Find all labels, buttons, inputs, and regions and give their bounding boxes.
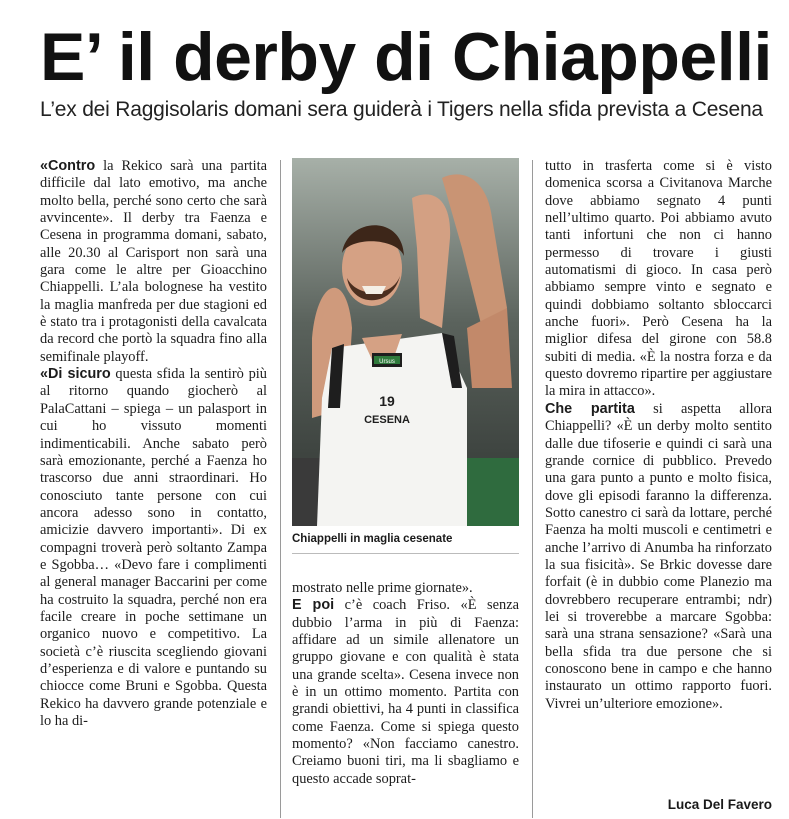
column-rule: [532, 160, 533, 818]
paragraph-text: questa sfida la sentirò più al ritorno quando giocherò al PalaCattani – spiega – un palasport in cui ho vissuto momenti indimenticabili. Anche sabato però sarà emozionante, perché a Faenza ho trascorso due anni straordinari. Ho conosciuto tante persone con cui ancora adesso sono in contatto, amicizie davvero importanti». Di ex compagni troverà però soltanto Zampa e Sgobba… «Devo fare i complimenti al general manager Baccarini per come ha costruito la squadra, perché non era facile creare in poche settimane un organico nuovo e competitivo. La società c’è riuscita scegliendo giovani d’esperienza e di valore e puntando su chiocce come Bruni e Sgobba. Questa Rekico ha davvero grande potenziale e lo ha di-: [40, 366, 267, 729]
paragraph-lead: «Di sicuro: [40, 366, 111, 383]
paragraph-text: si aspetta allora Chiappelli? «È un derby molto sentito dalle due tifoserie e quindi ci sarà una grande cornice di pubblico. Prevedo una gara punto a punto e molto fisica, dove gli episodi faranno la differenza. Sotto canestro ci sarà da lottare, perché Faenza ha molti muscoli e centimetri e anche l’arrivo di Anumba ha rinforzato la sua fisicità». Se Brkic dovesse dare forfait (è in dubbio come Planezio ma dovrebbero recuperare entrambi; ndr) lei si troverebbe a marcare Sgobba: sarà una strana sensazione? «Sarà una bella sfida tra due persone che si conoscono bene in campo e che hanno instaurato un ottimo rapporto fuori. Vivrei un’ulteriore emozione».: [545, 400, 773, 712]
player-photo: [292, 158, 519, 526]
jersey-sponsor: Ursus: [379, 359, 395, 365]
jersey-number: 19: [379, 393, 395, 409]
paragraph: [292, 580, 519, 597]
article-column-1: [40, 158, 267, 818]
headline: E’ il derby di Chiappelli: [40, 19, 772, 95]
paragraph: [545, 401, 772, 713]
article-column-3: [545, 158, 772, 784]
paragraph-lead: Che partita: [545, 400, 635, 417]
subheadline: L’ex dei Raggisolaris domani sera guiderà i Tigers nella sfida prevista a Cesena: [40, 98, 763, 121]
column-rule: [280, 160, 281, 818]
paragraph: [545, 158, 772, 401]
paragraph-text: c’è coach Friso. «È senza dubbio l’arma in più di Faenza: affidare ad un simile allenatore un gruppo giovane e con qualità è stata una grande scelta». Cesena invece non è in un ottimo momento. Partita con grandi obiettivi, ha 4 punti in classifica come Faenza. Come si spiega questo momento? «Non facciamo canestro. Creiamo buoni tiri, ma li sbagliamo e questo accade soprat-: [292, 597, 519, 787]
caption-divider: [292, 553, 519, 554]
paragraph-text: tutto in trasferta come si è visto domenica scorsa a Civitanova Marche dove abbiamo segnato 4 punti nell’ultimo quarto. Poi abbiamo avuto tanti infortuni che non ci hanno permesso di trovare i giusti automatismi di gioco. In casa però abbiamo sempre vinto e segnato e quindi dobbiamo soltanto sbloccarci anche fuori». Però Cesena ha la miglior difesa del girone con 58.8 subiti di media. «È la nostra forza e da questo dovremo ripartire per aggiustare la mira in attacco».: [545, 158, 772, 400]
paragraph: [40, 366, 267, 730]
paragraph-lead: «Contro: [40, 158, 96, 174]
paragraph-lead: E poi: [292, 597, 335, 614]
paragraph: [40, 158, 267, 366]
paragraph-text: la Rekico sarà una partita difficile dal lato emotivo, ma anche molto bella, perché sono certo che sarà avvincente». Il derby tra Faenza e Cesena in programma domani, sabato, alle 20.30 al Carisport non sarà una gara come le altre per Gioacchino Chiappelli. L’ala bolognese ha vestito la maglia manfreda per due stagioni ed è stato tra i protagonisti della cavalcata da record che portò la squadra fino alla semifinale playoff.: [40, 158, 267, 365]
photo-caption: Chiappelli in maglia cesenate: [292, 533, 453, 545]
jersey-text: CESENA: [364, 414, 410, 426]
player-photo-illustration: [292, 158, 519, 526]
byline: Luca Del Favero: [667, 797, 772, 812]
article-column-2: [292, 580, 519, 816]
paragraph: [292, 597, 519, 788]
paragraph-text: mostrato nelle prime giornate».: [292, 580, 473, 596]
